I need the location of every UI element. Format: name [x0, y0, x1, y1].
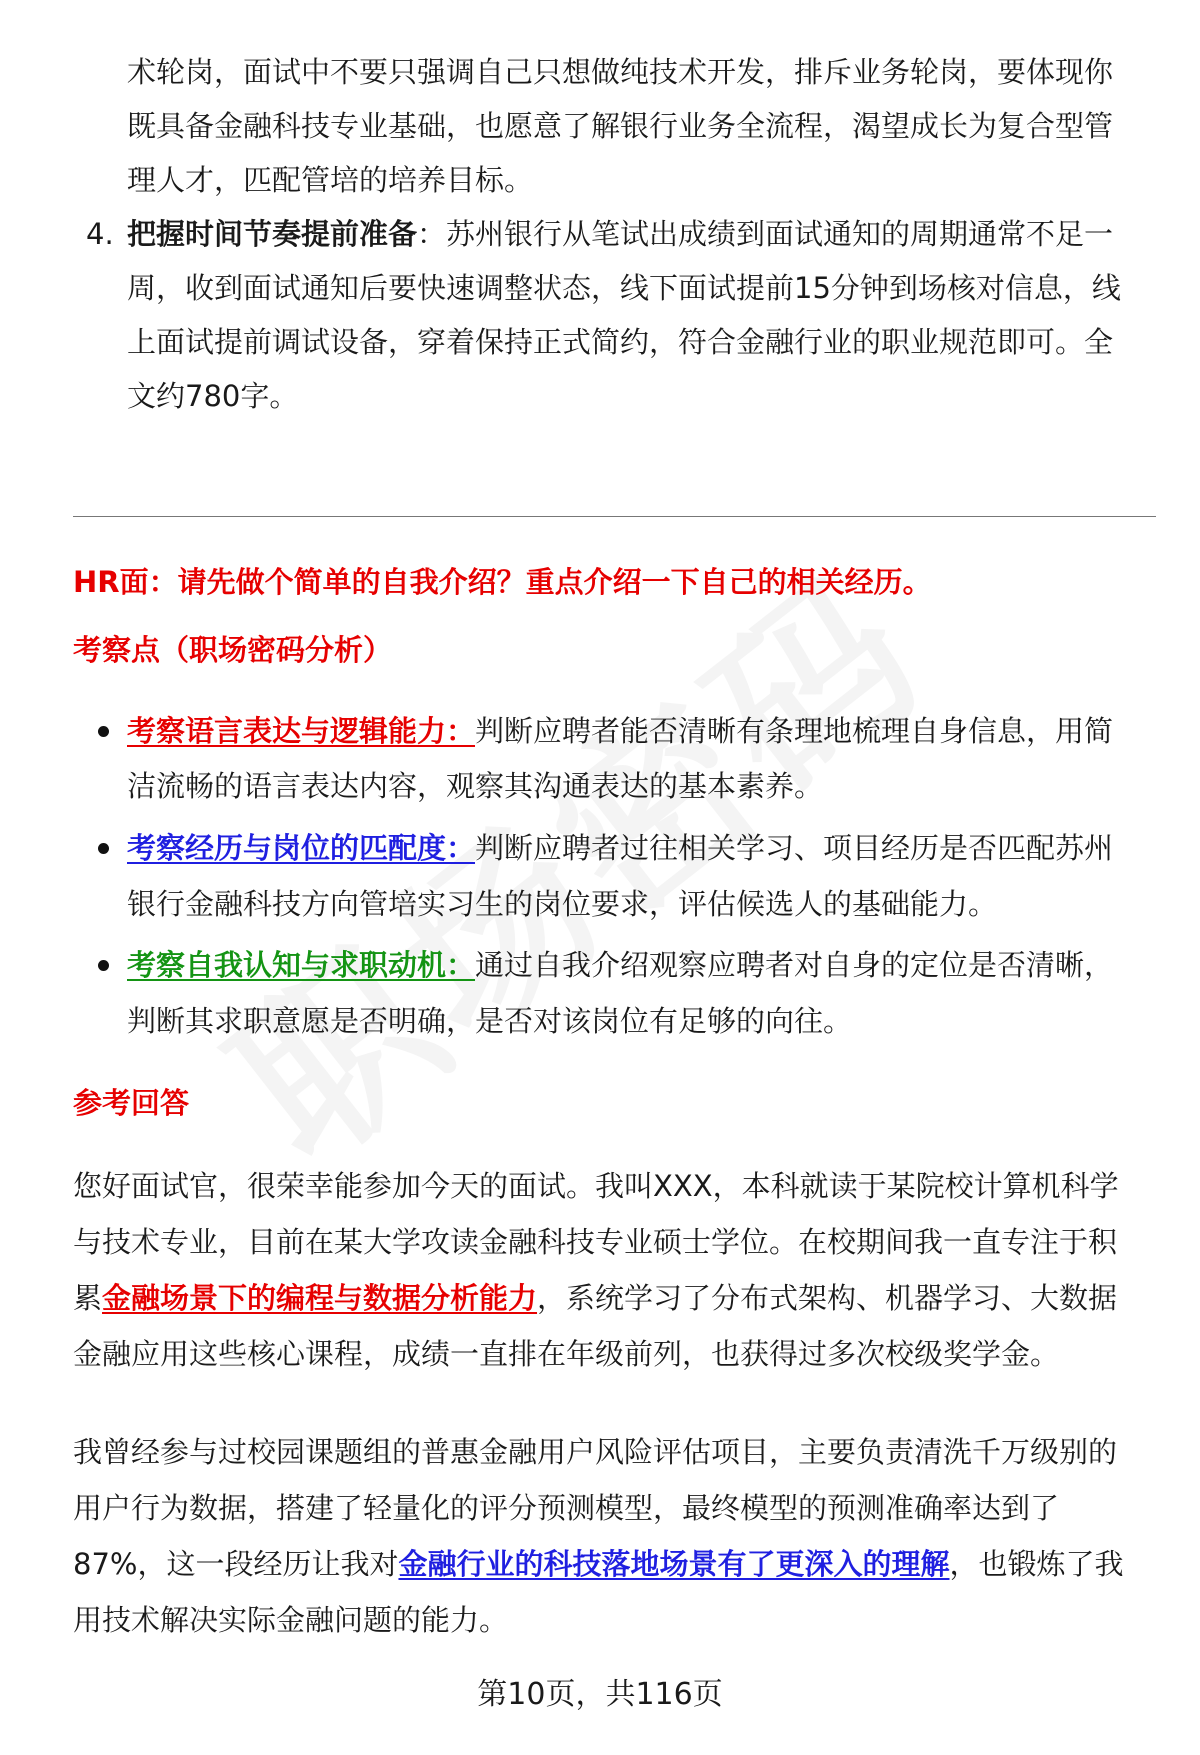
list-item-3-line-1: 术轮岗，面试中不要只强调自己只想做纯技术开发，排斥业务轮岗，要体现你 — [127, 55, 1114, 89]
para-1-line-2: 与技术专业，目前在某大学攻读金融科技专业硕士学位。在校期间我一直专注于积 — [73, 1225, 1118, 1259]
list-item-3-line-3: 理人才，匹配管培的培养目标。 — [127, 163, 534, 197]
point-2-label: 考察经历与岗位的匹配度： — [127, 831, 476, 865]
bullet-icon — [98, 843, 109, 854]
list-item-3-line-2: 既具备金融科技专业基础，也愿意了解银行业务全流程，渴望成长为复合型管 — [127, 109, 1114, 143]
para-1-line-1: 您好面试官，很荣幸能参加今天的面试。我叫XXX，本科就读于某院校计算机科学 — [73, 1169, 1119, 1203]
para-1-highlight: 金融场景下的编程与数据分析能力 — [102, 1281, 538, 1315]
point-3-line-1 — [127, 945, 1113, 985]
bullet-icon — [98, 960, 109, 971]
point-1-line-1 — [127, 711, 1113, 751]
point-3-text: 通过自我介绍观察应聘者对自身的定位是否清晰， — [475, 948, 1114, 982]
para-2-line-3 — [73, 1544, 1124, 1584]
para-2-line-1: 我曾经参与过校园课题组的普惠金融用户风险评估项目，主要负责清洗千万级别的 — [73, 1435, 1118, 1469]
list-item-4-number: 4. — [86, 217, 114, 251]
list-item-4-line-4: 文约780字。 — [127, 379, 299, 413]
point-1-line-2: 洁流畅的语言表达内容，观察其沟通表达的基本素养。 — [127, 769, 824, 803]
point-2-line-2: 银行金融科技方向管培实习生的岗位要求，评估候选人的基础能力。 — [127, 887, 998, 921]
point-2-text: 判断应聘者过往相关学习、项目经历是否匹配苏州 — [475, 831, 1114, 865]
section-divider — [73, 516, 1156, 517]
point-3-line-2: 判断其求职意愿是否明确，是否对该岗位有足够的向往。 — [127, 1004, 853, 1038]
list-item-4-title: 把握时间节奏提前准备 — [127, 217, 418, 251]
para-2-text: 87%，这一段经历让我对 — [73, 1547, 399, 1581]
point-1-label: 考察语言表达与逻辑能力： — [127, 714, 476, 748]
list-item-4-text: ：苏州银行从笔试出成绩到面试通知的周期通常不足一 — [417, 217, 1114, 251]
para-2-text: ，也锻炼了我 — [949, 1547, 1124, 1581]
para-1-line-3 — [73, 1278, 1117, 1318]
para-2-highlight: 金融行业的科技落地场景有了更深入的理解 — [398, 1547, 950, 1581]
interview-question: HR面：请先做个简单的自我介绍？重点介绍一下自己的相关经历。 — [73, 565, 932, 599]
answer-heading: 参考回答 — [73, 1086, 190, 1120]
list-item-4-line-3: 上面试提前调试设备，穿着保持正式简约，符合金融行业的职业规范即可。全 — [127, 325, 1114, 359]
para-2-line-2: 用户行为数据，搭建了轻量化的评分预测模型，最终模型的预测准确率达到了 — [73, 1491, 1060, 1525]
para-1-line-4: 金融应用这些核心课程，成绩一直排在年级前列，也获得过多次校级奖学金。 — [73, 1337, 1060, 1371]
list-item-4-line-1 — [127, 214, 1113, 254]
point-3-label: 考察自我认知与求职动机： — [127, 948, 476, 982]
para-2-line-4: 用技术解决实际金融问题的能力。 — [73, 1603, 509, 1637]
para-1-text: ，系统学习了分布式架构、机器学习、大数据 — [537, 1281, 1118, 1315]
page-number: 第10页，共116页 — [477, 1677, 723, 1712]
point-1-text: 判断应聘者能否清晰有条理地梳理自身信息，用简 — [475, 714, 1114, 748]
point-2-line-1 — [127, 828, 1113, 868]
analysis-heading: 考察点（职场密码分析） — [73, 633, 393, 667]
bullet-icon — [98, 726, 109, 737]
list-item-4-line-2: 周，收到面试通知后要快速调整状态，线下面试提前15分钟到场核对信息，线 — [127, 271, 1121, 305]
para-1-text: 累 — [73, 1281, 103, 1315]
